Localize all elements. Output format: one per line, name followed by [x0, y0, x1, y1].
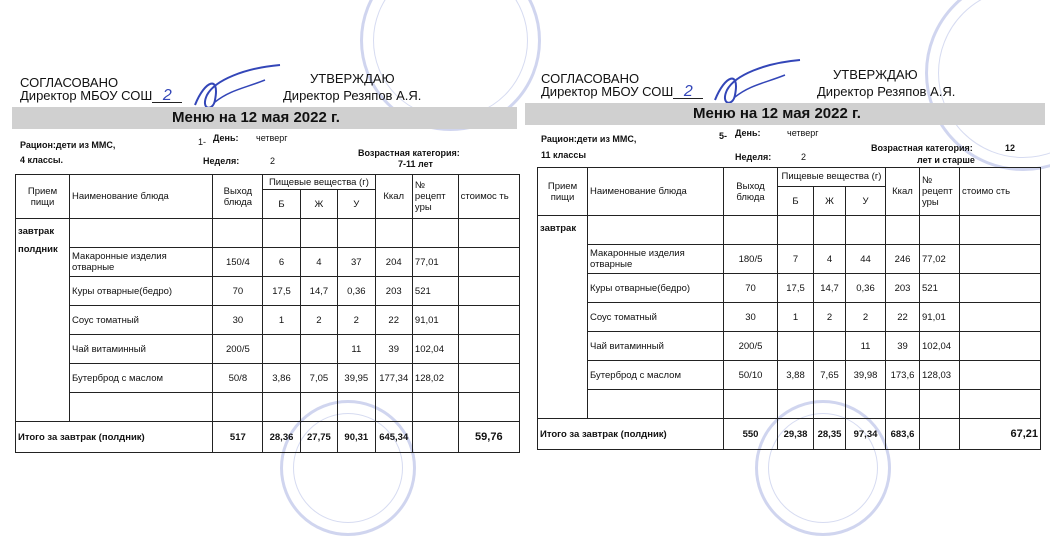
dish-yield: 200/5 — [724, 332, 778, 361]
page-title: Меню на 12 мая 2022 г. — [172, 109, 340, 126]
dish-yield: 30 — [213, 306, 263, 335]
dish-recipe: 91,01 — [412, 306, 458, 335]
page-title: Меню на 12 мая 2022 г. — [693, 105, 861, 122]
total-kcal: 645,34 — [375, 422, 412, 453]
total-carbs: 97,34 — [846, 419, 886, 450]
total-label: Итого за завтрак (полдник) — [538, 419, 724, 450]
table-row — [538, 390, 1041, 419]
dish-cost — [960, 245, 1041, 274]
dish-yield: 180/5 — [724, 245, 778, 274]
table-row — [538, 216, 1041, 245]
dish-cost — [960, 361, 1041, 390]
dish-cost — [960, 332, 1041, 361]
dish-protein: 1 — [263, 306, 300, 335]
dish-kcal: 22 — [375, 306, 412, 335]
ration-label: Рацион:дети из ММС, — [20, 140, 116, 150]
total-cost: 59,76 — [458, 422, 519, 453]
menu-sheet-4-classes — [0, 0, 525, 443]
meal-breakfast: завтрак — [540, 223, 577, 234]
dish-yield: 200/5 — [213, 335, 263, 364]
dish-name: Соус томатный — [588, 303, 724, 332]
dish-recipe: 521 — [920, 274, 960, 303]
table-header-row — [538, 168, 1041, 187]
table-row — [538, 303, 1041, 332]
total-recipe — [920, 419, 960, 450]
day-label: День: — [735, 128, 761, 138]
approved-label: СОГЛАСОВАНО — [20, 75, 119, 90]
menu-table — [15, 174, 520, 453]
dish-fat: 7,05 — [300, 364, 337, 393]
dish-kcal: 177,34 — [375, 364, 412, 393]
dish-kcal: 39 — [375, 335, 412, 364]
dish-cost — [960, 303, 1041, 332]
dish-recipe: 102,04 — [412, 335, 458, 364]
approved-by-label: Директор МБОУ СОШ 2 — [20, 89, 182, 103]
col-yield: Выход блюда — [213, 175, 263, 219]
dish-yield: 70 — [724, 274, 778, 303]
dish-protein — [263, 335, 300, 364]
ration-class: 4 классы. — [20, 155, 64, 165]
dish-kcal: 203 — [886, 274, 920, 303]
ration-class: 11 классы — [541, 150, 587, 160]
table-row — [538, 361, 1041, 390]
dish-recipe: 521 — [412, 277, 458, 306]
week-label: Неделя: — [735, 152, 772, 162]
col-recipe: № рецепт уры — [412, 175, 458, 219]
dish-recipe: 128,03 — [920, 361, 960, 390]
dish-name: Чай витаминный — [70, 335, 213, 364]
age-value: 7-11 лет — [398, 159, 433, 169]
week-value: 2 — [270, 156, 276, 166]
table-row — [16, 393, 520, 422]
dish-protein: 17,5 — [263, 277, 300, 306]
dish-name: Куры отварные(бедро) — [588, 274, 724, 303]
approved-label: СОГЛАСОВАНО — [541, 71, 640, 86]
week-value: 2 — [801, 152, 807, 162]
col-zh: Ж — [814, 187, 846, 216]
dish-cost — [458, 306, 519, 335]
dish-kcal: 246 — [886, 245, 920, 274]
dish-carbs: 11 — [846, 332, 886, 361]
dish-name: Соус томатный — [70, 306, 213, 335]
col-b: Б — [778, 187, 814, 216]
col-nutrients: Пищевые вещества (г) — [263, 175, 375, 190]
dish-name: Бутерброд с маслом — [588, 361, 724, 390]
col-u: У — [846, 187, 886, 216]
dish-kcal: 203 — [375, 277, 412, 306]
dish-fat: 14,7 — [814, 274, 846, 303]
signature-image — [705, 55, 815, 110]
dish-cost — [458, 277, 519, 306]
dish-yield: 150/4 — [213, 248, 263, 277]
total-carbs: 90,31 — [338, 422, 375, 453]
col-recipe: № рецепт уры — [920, 168, 960, 216]
col-cost: стоимос ть — [458, 175, 519, 219]
dish-carbs: 2 — [338, 306, 375, 335]
day-label: День: — [213, 133, 239, 143]
dish-protein: 3,88 — [778, 361, 814, 390]
day-value: четверг — [787, 128, 819, 138]
dish-protein: 3,86 — [263, 364, 300, 393]
age-number: 12 — [1005, 143, 1016, 153]
dish-fat — [300, 335, 337, 364]
table-row — [16, 335, 520, 364]
dish-carbs: 2 — [846, 303, 886, 332]
col-b: Б — [263, 190, 300, 219]
total-protein: 29,38 — [778, 419, 814, 450]
handwritten-school-number: 2 — [673, 86, 703, 99]
menu-table — [537, 167, 1041, 450]
dish-recipe: 77,02 — [920, 245, 960, 274]
table-row — [16, 277, 520, 306]
handwritten-school-number: 2 — [152, 90, 182, 103]
total-yield: 517 — [213, 422, 263, 453]
dish-carbs: 39,95 — [338, 364, 375, 393]
col-yield: Выход блюда — [724, 168, 778, 216]
dish-fat: 2 — [300, 306, 337, 335]
total-label: Итого за завтрак (полдник) — [16, 422, 213, 453]
col-dish: Наименование блюда — [70, 175, 213, 219]
dish-kcal: 22 — [886, 303, 920, 332]
meal-breakfast: завтрак — [18, 226, 55, 237]
table-row — [16, 248, 520, 277]
dish-kcal: 173,6 — [886, 361, 920, 390]
day-value: четверг — [256, 133, 288, 143]
table-header-row — [16, 175, 520, 190]
dish-fat: 14,7 — [300, 277, 337, 306]
dish-fat — [814, 332, 846, 361]
dish-recipe: 91,01 — [920, 303, 960, 332]
director-name: Директор Резяпов А.Я. — [817, 84, 956, 99]
total-kcal: 683,6 — [886, 419, 920, 450]
approved-by-label: Директор МБОУ СОШ 2 — [541, 85, 703, 99]
table-row — [538, 332, 1041, 361]
dish-protein — [778, 332, 814, 361]
col-kcal: Ккал — [375, 175, 412, 219]
day-number: 1- — [198, 137, 207, 147]
dish-kcal: 204 — [375, 248, 412, 277]
table-row — [538, 274, 1041, 303]
total-row — [16, 422, 520, 453]
table-row — [16, 364, 520, 393]
col-kcal: Ккал — [886, 168, 920, 216]
dish-name: Куры отварные(бедро) — [70, 277, 213, 306]
dish-carbs: 0,36 — [846, 274, 886, 303]
dish-cost — [458, 335, 519, 364]
dish-carbs: 11 — [338, 335, 375, 364]
total-row — [538, 419, 1041, 450]
meal-cell — [538, 216, 588, 419]
dish-fat: 4 — [300, 248, 337, 277]
ration-label: Рацион:дети из ММС, — [541, 134, 637, 144]
dish-protein: 6 — [263, 248, 300, 277]
table-row — [16, 219, 520, 248]
week-label: Неделя: — [203, 156, 240, 166]
col-zh: Ж — [300, 190, 337, 219]
dish-name: Макаронные изделия отварные — [588, 245, 724, 274]
table-row — [16, 306, 520, 335]
meal-cell — [16, 219, 70, 422]
dish-protein: 7 — [778, 245, 814, 274]
total-recipe — [412, 422, 458, 453]
dish-protein: 17,5 — [778, 274, 814, 303]
dish-yield: 50/8 — [213, 364, 263, 393]
dish-fat: 2 — [814, 303, 846, 332]
director-name: Директор Резяпов А.Я. — [283, 88, 422, 103]
dish-fat: 4 — [814, 245, 846, 274]
total-fat: 28,35 — [814, 419, 846, 450]
dish-recipe: 77,01 — [412, 248, 458, 277]
dish-carbs: 37 — [338, 248, 375, 277]
dish-cost — [458, 364, 519, 393]
dish-fat: 7,65 — [814, 361, 846, 390]
col-cost: стоимо сть — [960, 168, 1041, 216]
approve-label: УТВЕРЖДАЮ — [833, 67, 918, 82]
total-fat: 27,75 — [300, 422, 337, 453]
dish-yield: 30 — [724, 303, 778, 332]
dish-carbs: 44 — [846, 245, 886, 274]
age-label: Возрастная категория: — [871, 143, 973, 153]
dish-carbs: 39,98 — [846, 361, 886, 390]
col-meal: Прием пищи — [16, 175, 70, 219]
col-nutrients: Пищевые вещества (г) — [778, 168, 886, 187]
dish-carbs: 0,36 — [338, 277, 375, 306]
dish-cost — [458, 248, 519, 277]
col-u: У — [338, 190, 375, 219]
dish-name: Бутерброд с маслом — [70, 364, 213, 393]
dish-yield: 50/10 — [724, 361, 778, 390]
col-meal: Прием пищи — [538, 168, 588, 216]
dish-recipe: 102,04 — [920, 332, 960, 361]
age-label: Возрастная категория: — [358, 148, 460, 158]
approve-label: УТВЕРЖДАЮ — [310, 71, 395, 86]
dish-name: Макаронные изделия отварные — [70, 248, 213, 277]
total-cost: 67,21 — [960, 419, 1041, 450]
table-row — [538, 245, 1041, 274]
total-protein: 28,36 — [263, 422, 300, 453]
dish-name: Чай витаминный — [588, 332, 724, 361]
col-dish: Наименование блюда — [588, 168, 724, 216]
day-number: 5- — [719, 131, 728, 141]
dish-recipe: 128,02 — [412, 364, 458, 393]
meal-snack: полдник — [18, 244, 58, 255]
menu-sheet-11-classes — [525, 0, 1050, 440]
dish-kcal: 39 — [886, 332, 920, 361]
dish-yield: 70 — [213, 277, 263, 306]
dish-protein: 1 — [778, 303, 814, 332]
total-yield: 550 — [724, 419, 778, 450]
dish-cost — [960, 274, 1041, 303]
age-value: лет и старше — [917, 155, 975, 165]
